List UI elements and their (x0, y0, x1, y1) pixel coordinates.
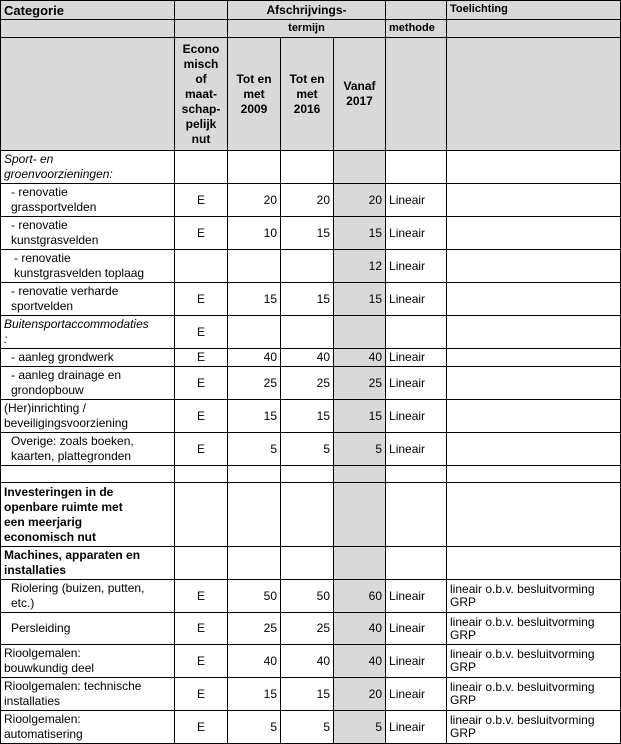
header-row-1 (1, 1, 621, 20)
category-cell-line: Investeringen in de (4, 484, 114, 499)
economisch-nut-cell: E (175, 711, 228, 744)
toelichting-cell (447, 349, 621, 367)
header-line: Tot en (236, 71, 272, 86)
termijn-2009-cell (228, 466, 281, 483)
category-cell-line: Buitensportaccommodaties (4, 317, 149, 331)
economisch-nut-cell: E (175, 217, 228, 250)
category-cell-line: grassportvelden (11, 200, 97, 214)
header-categorie: Categorie (1, 1, 175, 20)
category-cell-line: installaties (4, 694, 61, 708)
table-row (1, 349, 621, 367)
methode-cell: Lineair (386, 678, 447, 711)
termijn-2016-cell: 15 (281, 400, 334, 433)
termijn-2009-cell: 50 (228, 580, 281, 613)
termijn-2016-cell (281, 483, 334, 547)
category-cell (1, 316, 175, 349)
termijn-2009-cell: 15 (228, 678, 281, 711)
category-cell (1, 678, 175, 711)
economisch-nut-cell (175, 151, 228, 184)
header-blank (175, 20, 228, 38)
category-cell-line: economisch nut (4, 529, 97, 544)
termijn-2017-cell: 12 (334, 250, 386, 283)
category-cell-line: automatisering (4, 727, 83, 741)
methode-cell: Lineair (386, 645, 447, 678)
category-cell-line: openbare ruimte met (4, 499, 123, 514)
header-line: nut (191, 131, 211, 146)
header-line: 2009 (240, 101, 268, 116)
header-line: of (195, 71, 207, 86)
termijn-2009-cell: 15 (228, 283, 281, 316)
termijn-2016-cell (281, 547, 334, 580)
termijn-2016-cell: 50 (281, 580, 334, 613)
methode-cell (386, 547, 447, 580)
category-cell-line: - aanleg grondwerk (11, 350, 114, 364)
termijn-2009-cell (228, 151, 281, 184)
termijn-2016-cell: 25 (281, 367, 334, 400)
toelichting-cell (447, 250, 621, 283)
methode-cell: Lineair (386, 433, 447, 466)
table-row (1, 151, 621, 184)
economisch-nut-cell: E (175, 645, 228, 678)
category-cell-line: - renovatie verharde (11, 284, 119, 298)
header-blank (386, 1, 447, 20)
methode-cell: Lineair (386, 349, 447, 367)
methode-cell (386, 483, 447, 547)
category-cell-line: etc.) (11, 596, 35, 610)
category-cell (1, 400, 175, 433)
methode-cell: Lineair (386, 613, 447, 645)
termijn-2017-cell: 20 (334, 678, 386, 711)
methode-cell: Lineair (386, 283, 447, 316)
category-cell (1, 483, 175, 547)
category-cell (1, 367, 175, 400)
termijn-2016-cell: 15 (281, 283, 334, 316)
termijn-2016-cell: 20 (281, 184, 334, 217)
termijn-2017-cell (334, 316, 386, 349)
table-row (1, 613, 621, 645)
header-methode: methode (386, 20, 447, 38)
termijn-2016-cell: 25 (281, 613, 334, 645)
category-cell-line: groenvoorzieningen: (4, 167, 113, 181)
table-row (1, 184, 621, 217)
toelichting-cell (447, 151, 621, 184)
category-cell (1, 711, 175, 744)
header-line: 2017 (346, 94, 373, 108)
header-blank (1, 38, 175, 151)
termijn-2009-cell: 20 (228, 184, 281, 217)
economisch-nut-cell: E (175, 433, 228, 466)
header-economisch-nut (175, 38, 228, 151)
header-line: Vanaf (343, 79, 376, 93)
category-cell-line: Machines, apparaten en (4, 548, 141, 562)
toelichting-cell-line: lineair o.b.v. besluitvorming (450, 713, 595, 727)
category-cell-line: Persleiding (11, 621, 71, 635)
category-cell-line: Rioolgemalen: (4, 712, 81, 726)
header-blank (447, 38, 621, 151)
header-blank (447, 20, 621, 38)
table-row (1, 316, 621, 349)
economisch-nut-cell: E (175, 678, 228, 711)
category-cell-line: - renovatie (14, 251, 71, 265)
header-line: Econo (182, 41, 220, 56)
termijn-2016-cell: 5 (281, 711, 334, 744)
toelichting-cell-line: GRP (450, 595, 477, 609)
table-row (1, 711, 621, 744)
economisch-nut-cell: E (175, 613, 228, 645)
methode-cell (386, 316, 447, 349)
header-tot-2016 (281, 38, 334, 151)
termijn-2017-cell: 25 (334, 367, 386, 400)
category-cell-line: kunstgrasvelden toplaag (14, 266, 145, 280)
header-row-3 (1, 38, 621, 151)
category-cell-line: bouwkundig deel (4, 661, 95, 675)
category-cell-line: een meerjarig (4, 514, 83, 529)
header-termijn: termijn (228, 20, 386, 38)
termijn-2009-cell (228, 547, 281, 580)
termijn-2017-cell: 40 (334, 645, 386, 678)
economisch-nut-cell (175, 547, 228, 580)
methode-cell: Lineair (386, 400, 447, 433)
table-row (1, 645, 621, 678)
toelichting-cell-line: lineair o.b.v. besluitvorming (450, 680, 595, 694)
toelichting-cell-line: GRP (450, 726, 477, 740)
methode-cell (386, 466, 447, 483)
category-cell-line: (Her)inrichting / (4, 401, 87, 415)
category-cell (1, 547, 175, 580)
economisch-nut-cell: E (175, 283, 228, 316)
methode-cell: Lineair (386, 580, 447, 613)
table-row (1, 367, 621, 400)
termijn-2016-cell (281, 151, 334, 184)
category-cell (1, 466, 175, 483)
toelichting-cell (447, 678, 621, 711)
termijn-2009-cell: 5 (228, 711, 281, 744)
table-row (1, 283, 621, 316)
economisch-nut-cell (175, 466, 228, 483)
termijn-2016-cell: 15 (281, 217, 334, 250)
termijn-2017-cell: 40 (334, 349, 386, 367)
termijn-2009-cell (228, 316, 281, 349)
category-cell-line: installaties (4, 563, 67, 577)
category-cell-line: - renovatie (11, 218, 68, 232)
termijn-2017-cell (334, 547, 386, 580)
table-body (1, 151, 621, 744)
header-toelichting: Toelichting (447, 1, 621, 20)
toelichting-cell (447, 466, 621, 483)
termijn-2016-cell: 40 (281, 645, 334, 678)
category-cell (1, 645, 175, 678)
header-line: misch (183, 56, 219, 71)
header-line: met (243, 86, 265, 101)
termijn-2009-cell: 40 (228, 349, 281, 367)
category-cell (1, 250, 175, 283)
table-row (1, 483, 621, 547)
category-cell (1, 184, 175, 217)
termijn-2009-cell: 25 (228, 613, 281, 645)
toelichting-cell (447, 283, 621, 316)
termijn-2017-cell: 40 (334, 613, 386, 645)
header-line: Tot en (289, 71, 325, 86)
economisch-nut-cell: E (175, 400, 228, 433)
category-cell-line: Rioolgemalen: technische (4, 679, 142, 693)
table-row (1, 250, 621, 283)
termijn-2016-cell (281, 250, 334, 283)
methode-cell: Lineair (386, 367, 447, 400)
termijn-2017-cell: 5 (334, 433, 386, 466)
termijn-2017-cell: 20 (334, 184, 386, 217)
header-blank (386, 38, 447, 151)
category-cell (1, 283, 175, 316)
category-cell-line: Rioolgemalen: (4, 646, 81, 660)
table-row (1, 580, 621, 613)
header-line: met (296, 86, 318, 101)
termijn-2009-cell (228, 483, 281, 547)
toelichting-cell (447, 184, 621, 217)
methode-cell (386, 151, 447, 184)
header-tot-2009 (228, 38, 281, 151)
toelichting-cell-line: lineair o.b.v. besluitvorming (450, 582, 595, 596)
termijn-2017-cell (334, 483, 386, 547)
table-row (1, 678, 621, 711)
economisch-nut-cell: E (175, 580, 228, 613)
category-cell-line: Sport- en (4, 152, 54, 166)
termijn-2017-cell: 15 (334, 217, 386, 250)
toelichting-cell (447, 316, 621, 349)
toelichting-cell (447, 711, 621, 744)
category-cell (1, 580, 175, 613)
termijn-2009-cell: 40 (228, 645, 281, 678)
category-cell-line: grondopbouw (11, 383, 84, 397)
category-cell (1, 151, 175, 184)
header-line: schap- (181, 101, 221, 116)
toelichting-cell-line: lineair o.b.v. besluitvorming (450, 614, 595, 629)
table-row (1, 217, 621, 250)
economisch-nut-cell: E (175, 184, 228, 217)
methode-cell: Lineair (386, 250, 447, 283)
termijn-2016-cell: 15 (281, 678, 334, 711)
economisch-nut-cell (175, 250, 228, 283)
category-cell-line: Riolering (buizen, putten, (11, 581, 145, 595)
category-cell-line: - renovatie (11, 185, 68, 199)
termijn-2009-cell (228, 250, 281, 283)
toelichting-cell (447, 645, 621, 678)
category-cell (1, 613, 175, 645)
economisch-nut-cell: E (175, 316, 228, 349)
header-blank (175, 1, 228, 20)
category-cell (1, 433, 175, 466)
toelichting-cell (447, 217, 621, 250)
toelichting-cell (447, 367, 621, 400)
termijn-2017-cell: 5 (334, 711, 386, 744)
category-cell-line: beveiligingsvoorziening (4, 416, 129, 430)
toelichting-cell (447, 547, 621, 580)
table-row (1, 400, 621, 433)
table-row (1, 433, 621, 466)
category-cell-line: sportvelden (11, 299, 74, 313)
termijn-2016-cell (281, 466, 334, 483)
methode-cell: Lineair (386, 217, 447, 250)
toelichting-cell (447, 613, 621, 645)
header-line: pelijk (185, 116, 217, 131)
toelichting-cell (447, 433, 621, 466)
category-cell-line: : (4, 332, 8, 346)
termijn-2009-cell: 5 (228, 433, 281, 466)
category-cell (1, 349, 175, 367)
category-cell (1, 217, 175, 250)
termijn-2017-cell: 60 (334, 580, 386, 613)
category-cell-line: kunstgrasvelden (11, 233, 99, 247)
methode-cell: Lineair (386, 711, 447, 744)
category-cell-line: Overige: zoals boeken, (11, 434, 134, 448)
header-row-2 (1, 20, 621, 38)
termijn-2016-cell (281, 316, 334, 349)
header-afschrijvings: Afschrijvings- (228, 1, 386, 20)
termijn-2017-cell: 15 (334, 283, 386, 316)
termijn-2017-cell (334, 151, 386, 184)
header-line: 2016 (293, 101, 321, 116)
table-row (1, 466, 621, 483)
termijn-2017-cell: 15 (334, 400, 386, 433)
header-line: maat- (184, 86, 217, 101)
toelichting-cell (447, 483, 621, 547)
category-cell-line: - aanleg drainage en (11, 368, 122, 382)
termijn-2009-cell: 15 (228, 400, 281, 433)
toelichting-cell-line: GRP (450, 693, 477, 707)
termijn-2009-cell: 25 (228, 367, 281, 400)
termijn-2017-cell (334, 466, 386, 483)
toelichting-cell (447, 580, 621, 613)
methode-cell: Lineair (386, 184, 447, 217)
table-row (1, 547, 621, 580)
termijn-2016-cell: 40 (281, 349, 334, 367)
economisch-nut-cell (175, 483, 228, 547)
header-vanaf-2017 (334, 38, 386, 151)
toelichting-cell-line: GRP (450, 660, 477, 674)
termijn-2009-cell: 10 (228, 217, 281, 250)
termijn-2016-cell: 5 (281, 433, 334, 466)
economisch-nut-cell: E (175, 349, 228, 367)
toelichting-cell-line: GRP (450, 627, 477, 642)
header-blank (1, 20, 175, 38)
toelichting-cell-line: lineair o.b.v. besluitvorming (450, 647, 595, 661)
toelichting-cell (447, 400, 621, 433)
economisch-nut-cell: E (175, 367, 228, 400)
category-cell-line: kaarten, plattegronden (11, 449, 132, 463)
